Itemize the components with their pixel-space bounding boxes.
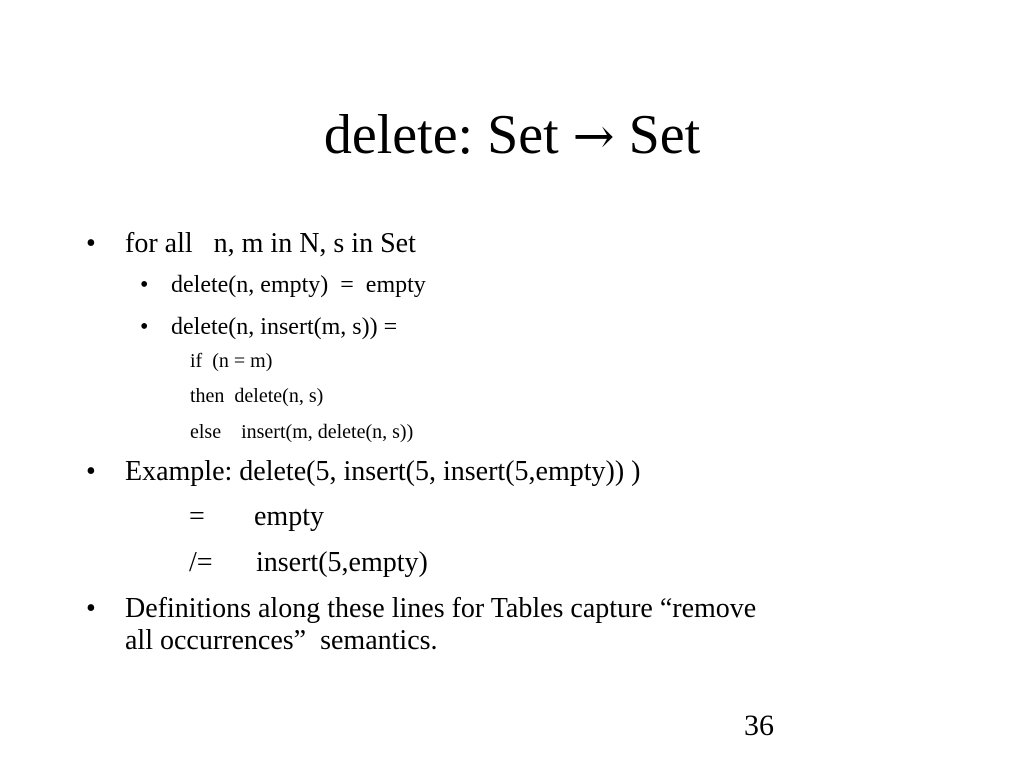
bullet-example: Example: delete(5, insert(5, insert(5,empty)) )	[125, 456, 641, 487]
sub-bullet-dot: •	[140, 272, 149, 298]
code-line-else: else insert(m, delete(n, s))	[190, 421, 414, 443]
slide-title	[0, 100, 1024, 171]
title-text-right: Set	[614, 104, 701, 166]
example-neq-operator: /=	[189, 547, 213, 578]
bullet-definitions-line-1: Definitions along these lines for Tables capture “remove	[125, 593, 757, 624]
example-eq-operator: =	[189, 501, 205, 532]
sub-bullet-dot: •	[140, 314, 149, 340]
sub-bullet-delete-empty: delete(n, empty) = empty	[171, 272, 426, 298]
bullet-dot: •	[86, 456, 96, 487]
title-text-left: delete: Set	[323, 104, 573, 166]
page-number: 36	[744, 709, 774, 742]
code-line-then: then delete(n, s)	[190, 385, 324, 407]
bullet-dot: •	[86, 593, 96, 624]
bullet-for-all: for all n, m in N, s in Set	[125, 228, 416, 259]
code-line-if: if (n = m)	[190, 350, 273, 372]
bullet-definitions-line-2: all occurrences” semantics.	[125, 625, 438, 656]
right-arrow-icon: →	[572, 107, 615, 165]
bullet-dot: •	[86, 228, 96, 259]
sub-bullet-delete-insert: delete(n, insert(m, s)) =	[171, 314, 398, 340]
example-neq-value: insert(5,empty)	[256, 547, 428, 578]
example-eq-value: empty	[254, 501, 324, 532]
